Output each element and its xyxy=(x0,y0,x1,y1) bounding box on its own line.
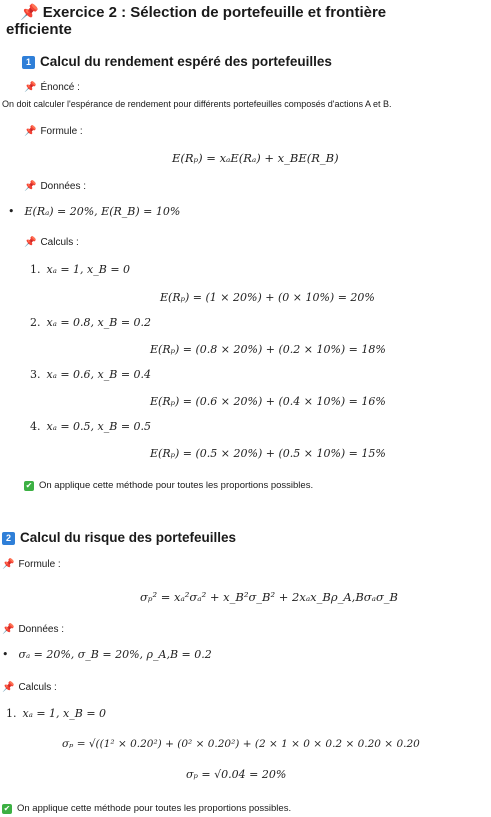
pin-icon: 📌 xyxy=(24,237,37,248)
formule-label-2: 📌 Formule : xyxy=(2,559,61,570)
enonce-text: On doit calculer l'espérance de rendement pour différents portefeuilles composés d'actions A et B. xyxy=(2,99,392,109)
formula-expected-return: E(Rₚ) = xₐE(Rₐ) + x_BE(R_B) xyxy=(172,151,339,165)
calc-3-weights: 3. xₐ = 0.6, x_B = 0.4 xyxy=(30,368,152,381)
checkmark-icon: ✔ xyxy=(3,804,11,813)
section1-heading: 1 Calcul du rendement espéré des portefeuilles xyxy=(22,54,332,69)
pin-icon: 📌 xyxy=(2,682,15,693)
calc-2-weights: 2. xₐ = 0.8, x_B = 0.2 xyxy=(30,316,152,329)
method-note-2: ✔ On applique cette méthode pour toutes les proportions possibles. xyxy=(3,803,292,814)
formule-label: 📌 Formule : xyxy=(24,126,83,137)
donnees-values-2: • σₐ = 20%, σ_B = 20%, ρ_A,B = 0.2 xyxy=(2,648,212,661)
calc-1-weights: 1. xₐ = 1, x_B = 0 xyxy=(30,263,131,276)
donnees-label: 📌 Données : xyxy=(24,181,87,192)
donnees-label-2: 📌 Données : xyxy=(2,624,65,635)
calc-3-result: E(Rₚ) = (0.6 × 20%) + (0.4 × 10%) = 16% xyxy=(150,395,386,408)
section2-heading: 2 Calcul du risque des portefeuilles xyxy=(2,530,236,545)
calc-4-result: E(Rₚ) = (0.5 × 20%) + (0.5 × 10%) = 15% xyxy=(150,447,386,460)
calc-2-result: E(Rₚ) = (0.8 × 20%) + (0.2 × 10%) = 18% xyxy=(150,343,386,356)
checkmark-icon: ✔ xyxy=(25,481,33,490)
calculs-label: 📌 Calculs : xyxy=(24,237,79,248)
sigma-formula: σₚ = √((1² × 0.20²) + (0² × 0.20²) + (2 × 1 × 0 × 0.2 × 0.20 × 0.20 xyxy=(62,738,420,750)
sigma-result: σₚ = √0.04 = 20% xyxy=(186,768,287,781)
exercise-title-line2: efficiente xyxy=(6,21,72,38)
calc2-1-weights: 1. xₐ = 1, x_B = 0 xyxy=(6,707,107,720)
pin-icon: 📌 xyxy=(24,126,37,137)
enonce-label: 📌 Énoncé : xyxy=(24,82,80,93)
pin-icon: 📌 xyxy=(24,181,37,192)
formula-risk: σₚ² = xₐ²σₐ² + x_B²σ_B² + 2xₐx_Bρ_A,Bσₐσ_B xyxy=(140,590,398,604)
method-note: ✔ On applique cette méthode pour toutes les proportions possibles. xyxy=(25,480,314,491)
number-badge-icon: 2 xyxy=(2,532,15,545)
pin-icon: 📌 xyxy=(2,624,15,635)
number-badge-icon: 1 xyxy=(22,56,35,69)
donnees-values: • E(Rₐ) = 20%, E(R_B) = 10% xyxy=(8,205,180,218)
pin-icon: 📌 xyxy=(24,82,37,93)
calc-1-result: E(Rₚ) = (1 × 20%) + (0 × 10%) = 20% xyxy=(160,291,375,304)
pin-icon: 📌 xyxy=(20,4,39,21)
calc-4-weights: 4. xₐ = 0.5, x_B = 0.5 xyxy=(30,420,152,433)
exercise-title: 📌 Exercice 2 : Sélection de portefeuille et frontière xyxy=(20,4,387,21)
pin-icon: 📌 xyxy=(2,559,15,570)
calculs-label-2: 📌 Calculs : xyxy=(2,682,57,693)
